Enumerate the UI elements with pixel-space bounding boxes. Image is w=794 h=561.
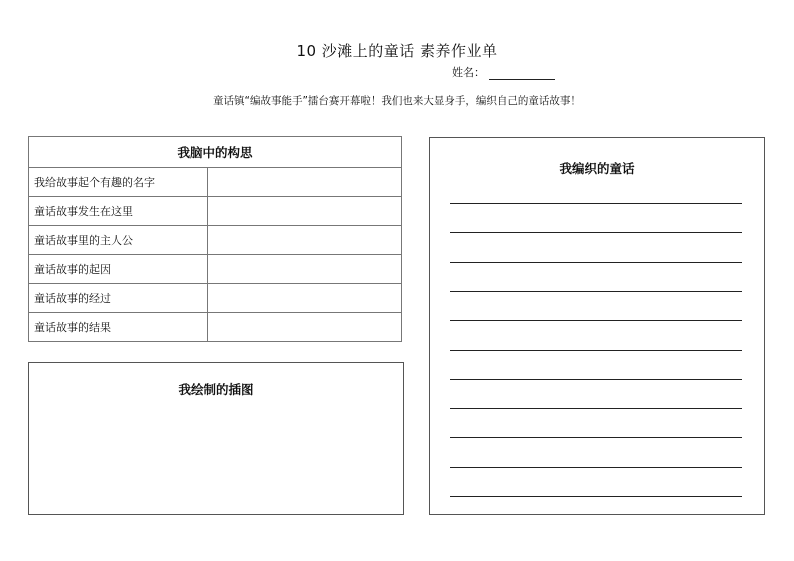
idea-label: 童话故事的经过 xyxy=(29,284,208,313)
intro-text: 童话镇“编故事能手”擂台赛开幕啦！我们也来大显身手，编织自己的童话故事！ xyxy=(213,95,581,107)
table-row xyxy=(29,226,402,255)
idea-answer-cell[interactable] xyxy=(208,168,402,197)
story-writing-line[interactable] xyxy=(450,350,742,351)
idea-answer-cell[interactable] xyxy=(208,226,402,255)
table-row xyxy=(29,313,402,342)
story-writing-line[interactable] xyxy=(450,408,742,409)
ideas-table xyxy=(28,136,402,342)
illustration-box[interactable] xyxy=(28,362,404,515)
story-writing-line[interactable] xyxy=(450,203,742,204)
idea-answer-cell[interactable] xyxy=(208,284,402,313)
illustration-title: 我绘制的插图 xyxy=(178,382,254,397)
idea-answer-cell[interactable] xyxy=(208,255,402,284)
idea-answer-cell[interactable] xyxy=(208,197,402,226)
story-title: 我编织的童话 xyxy=(559,161,635,176)
story-writing-line[interactable] xyxy=(450,496,742,497)
story-writing-line[interactable] xyxy=(450,320,742,321)
table-row xyxy=(29,168,402,197)
table-row xyxy=(29,284,402,313)
idea-label: 童话故事发生在这里 xyxy=(29,197,208,226)
name-label: 姓名： xyxy=(452,66,485,79)
idea-answer-cell[interactable] xyxy=(208,313,402,342)
table-row xyxy=(29,255,402,284)
story-writing-line[interactable] xyxy=(450,379,742,380)
idea-label: 童话故事的结果 xyxy=(29,313,208,342)
story-writing-line[interactable] xyxy=(450,291,742,292)
name-blank-line[interactable] xyxy=(489,67,555,80)
page-title: 10 沙滩上的童话 素养作业单 xyxy=(296,42,498,60)
ideas-title: 我脑中的构思 xyxy=(29,137,402,168)
name-field xyxy=(452,64,555,80)
story-writing-line[interactable] xyxy=(450,262,742,263)
story-writing-line[interactable] xyxy=(450,232,742,233)
idea-label: 我给故事起个有趣的名字 xyxy=(29,168,208,197)
story-box xyxy=(429,137,765,515)
idea-label: 童话故事里的主人公 xyxy=(29,226,208,255)
story-writing-line[interactable] xyxy=(450,437,742,438)
story-writing-line[interactable] xyxy=(450,467,742,468)
table-row xyxy=(29,197,402,226)
idea-label: 童话故事的起因 xyxy=(29,255,208,284)
